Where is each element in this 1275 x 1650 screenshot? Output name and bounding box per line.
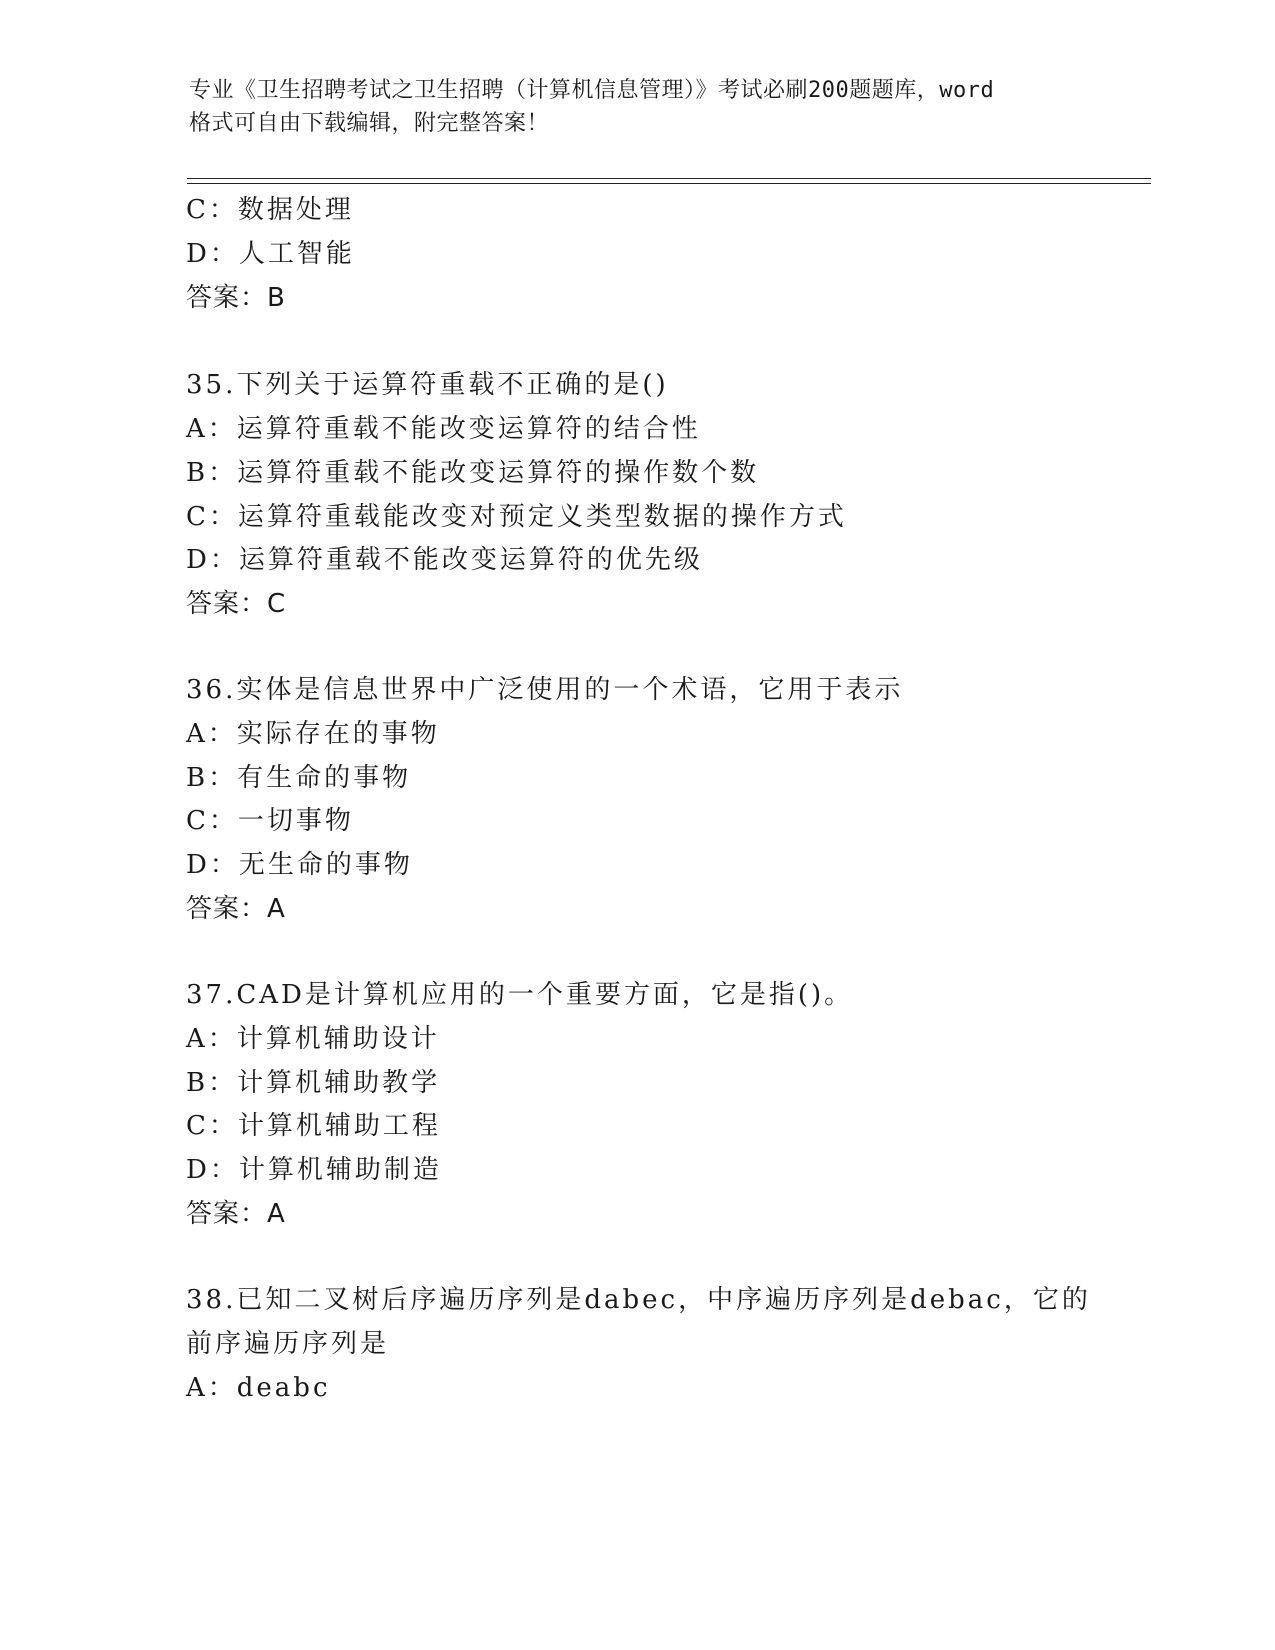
q37-option-c: C：计算机辅助工程 [186,1111,441,1141]
q38-stem-line-1: 38.已知二叉树后序遍历序列是dabec，中序遍历序列是debac，它的 [186,1285,1091,1315]
header-line-2: 格式可自由下载编辑，附完整答案！ [189,111,550,136]
header-line-1: 专业《卫生招聘考试之卫生招聘（计算机信息管理）》考试必刷200题题库，word [189,78,995,103]
q34-answer: 答案：B [186,283,286,313]
q36-option-b: B：有生命的事物 [186,763,412,793]
q38-stem-line-2: 前序遍历序列是 [186,1329,390,1359]
q35-option-a: A：运算符重载不能改变运算符的结合性 [186,414,701,444]
q37-option-d: D：计算机辅助制造 [186,1155,442,1185]
q37-option-b: B：计算机辅助教学 [186,1068,441,1098]
q34-option-c: C：数据处理 [186,195,354,225]
q35-option-c: C：运算符重载能改变对预定义类型数据的操作方式 [186,502,847,532]
header-divider-top [187,178,1151,179]
q36-stem: 36.实体是信息世界中广泛使用的一个术语，它用于表示 [186,675,904,705]
document-header [189,74,1089,140]
q36-answer: 答案：A [186,894,286,924]
q38-option-a: A：deabc [186,1373,331,1403]
header-divider-bottom [187,183,1151,184]
q37-option-a: A：计算机辅助设计 [186,1024,440,1054]
q35-option-b: B：运算符重载不能改变运算符的操作数个数 [186,458,760,488]
q35-answer: 答案：C [186,589,287,619]
q37-answer: 答案：A [186,1199,286,1229]
q36-option-c: C：一切事物 [186,806,354,836]
q36-option-a: A：实际存在的事物 [186,719,440,749]
q34-option-d: D：人工智能 [186,239,355,269]
q36-option-d: D：无生命的事物 [186,850,413,880]
q35-stem: 35.下列关于运算符重载不正确的是() [186,370,669,400]
q37-stem: 37.CAD是计算机应用的一个重要方面，它是指()。 [186,980,854,1010]
q35-option-d: D：运算符重载不能改变运算符的优先级 [186,545,703,575]
